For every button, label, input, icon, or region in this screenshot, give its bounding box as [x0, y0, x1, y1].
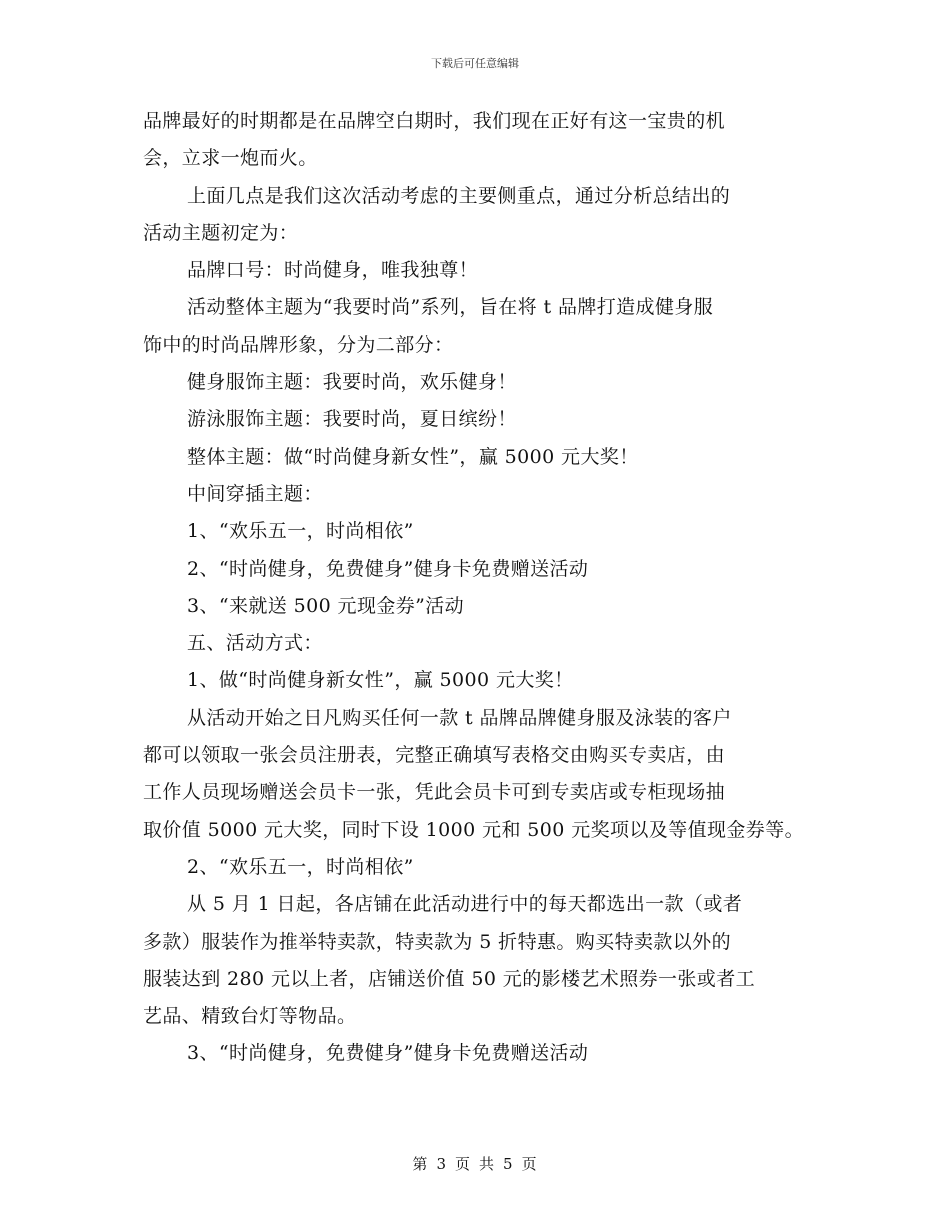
paragraph-line: 从 5 月 1 日起，各店铺在此活动进行中的每天都选出一款（或者: [187, 893, 743, 916]
paragraph-line: 从活动开始之日凡购买任何一款 t 品牌品牌健身服及泳装的客户: [187, 706, 732, 729]
subsection-heading: 3、“时尚健身，免费健身”健身卡免费赠送活动: [187, 1042, 589, 1065]
paragraph-line: 会，立求一炮而火。: [143, 147, 318, 170]
paragraph-line: 都可以领取一张会员注册表，完整正确填写表格交由购买专卖店，由: [143, 744, 726, 767]
document-body: [143, 103, 843, 1073]
paragraph-line: 活动整体主题为“我要时尚”系列，旨在将 t 品牌打造成健身服: [187, 296, 714, 319]
list-item: 1、“欢乐五一，时尚相依”: [187, 520, 414, 543]
footer-total-unit: 页: [521, 1155, 538, 1173]
footer-page-label: 第: [412, 1155, 429, 1173]
page-header: 下载后可任意编辑: [431, 57, 519, 70]
paragraph-line: 服装达到 280 元以上者，店铺送价值 50 元的影楼艺术照券一张或者工: [143, 967, 756, 990]
footer-total-label: 共: [479, 1155, 496, 1173]
footer-current-page: 3: [436, 1155, 447, 1173]
paragraph-line: 艺品、精致台灯等物品。: [143, 1005, 357, 1028]
sub-themes-heading: 中间穿插主题：: [187, 482, 323, 505]
list-item: 2、“时尚健身，免费健身”健身卡免费赠送活动: [187, 557, 589, 580]
paragraph-line: 取价值 5000 元大奖，同时下设 1000 元和 500 元奖项以及等值现金券等。: [143, 818, 805, 841]
paragraph-line: 品牌最好的时期都是在品牌空白期时，我们现在正好有这一宝贵的机: [143, 110, 726, 132]
paragraph-line: 工作人员现场赠送会员卡一张，凭此会员卡可到专卖店或专柜现场抽: [143, 781, 726, 804]
section-heading: 五、活动方式：: [187, 632, 323, 655]
paragraph-line: 多款）服装作为推举特卖款，特卖款为 5 折特惠。购买特卖款以外的: [143, 930, 731, 953]
fitness-theme-line: 健身服饰主题：我要时尚，欢乐健身！: [187, 371, 517, 394]
paragraph-line: 上面几点是我们这次活动考虑的主要侧重点，通过分析总结出的: [187, 184, 731, 207]
footer-page-unit: 页: [454, 1155, 471, 1173]
subsection-heading: 1、做“时尚健身新女性”，赢 5000 元大奖！: [187, 669, 574, 692]
paragraph-line: 饰中的时尚品牌形象，分为二部分：: [143, 333, 454, 356]
footer-total-pages: 5: [503, 1155, 514, 1173]
paragraph-line: 活动主题初定为：: [143, 221, 299, 244]
list-item: 3、“来就送 500 元现金券”活动: [187, 594, 465, 617]
swim-theme-line: 游泳服饰主题：我要时尚，夏日缤纷！: [187, 408, 517, 431]
overall-theme-line: 整体主题：做“时尚健身新女性”，赢 5000 元大奖！: [187, 445, 639, 468]
brand-slogan-line: 品牌口号：时尚健身，唯我独尊！: [187, 259, 479, 282]
page-footer: [0, 1153, 950, 1174]
subsection-heading: 2、“欢乐五一，时尚相依”: [187, 855, 414, 878]
